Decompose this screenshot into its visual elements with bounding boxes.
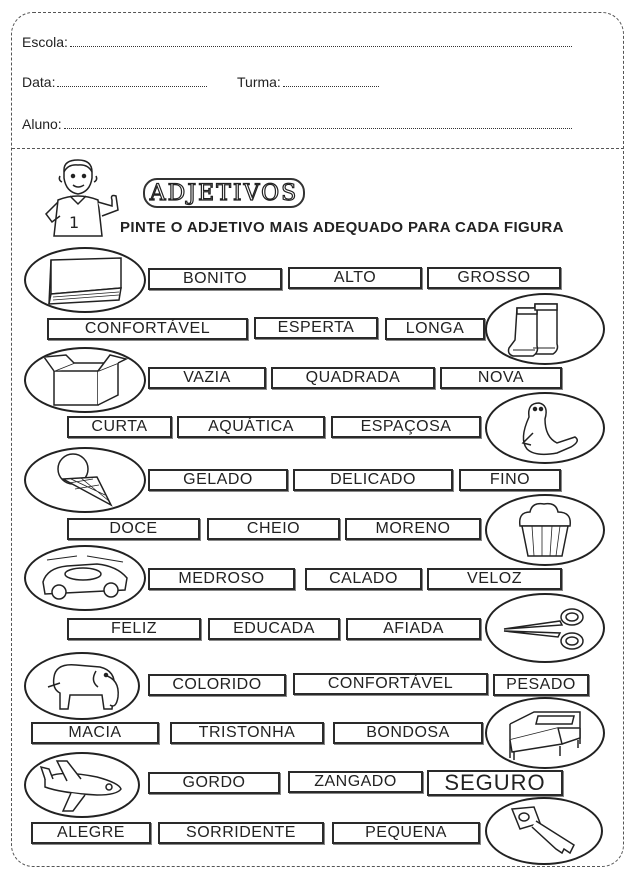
word-box-calado[interactable]: CALADO bbox=[305, 568, 422, 590]
data-line[interactable] bbox=[57, 74, 207, 87]
escola-line[interactable] bbox=[70, 34, 572, 47]
word-box-zangado[interactable]: ZANGADO bbox=[288, 771, 423, 793]
word-box-educada[interactable]: EDUCADA bbox=[208, 618, 340, 640]
word-box-bonito[interactable]: BONITO bbox=[148, 268, 282, 290]
title-box bbox=[143, 178, 305, 208]
word-box-quadrada[interactable]: QUADRADA bbox=[271, 367, 435, 389]
word-box-gordo[interactable]: GORDO bbox=[148, 772, 280, 794]
picture-key bbox=[485, 797, 603, 865]
key-icon bbox=[506, 803, 582, 859]
aluno-line[interactable] bbox=[64, 116, 572, 129]
race-car-icon bbox=[37, 552, 133, 604]
word-box-afiada[interactable]: AFIADA bbox=[346, 618, 481, 640]
picture-scissors bbox=[485, 593, 605, 663]
data-label: Data: bbox=[22, 74, 56, 90]
word-box-gelado[interactable]: GELADO bbox=[148, 469, 288, 491]
turma-label: Turma: bbox=[237, 74, 281, 90]
word-box-longa[interactable]: LONGA bbox=[385, 318, 485, 340]
picture-airplane bbox=[24, 752, 140, 818]
word-box-delicado[interactable]: DELICADO bbox=[293, 469, 453, 491]
word-box-doce[interactable]: DOCE bbox=[67, 518, 200, 540]
word-box-confortavel-2[interactable]: CONFORTÁVEL bbox=[293, 673, 488, 695]
word-box-feliz[interactable]: FELIZ bbox=[67, 618, 201, 640]
aluno-field[interactable] bbox=[22, 116, 572, 132]
boy-mascot-icon bbox=[38, 156, 122, 238]
word-box-tristonha[interactable]: TRISTONHA bbox=[170, 722, 324, 744]
word-box-nova[interactable]: NOVA bbox=[440, 367, 562, 389]
data-field[interactable] bbox=[22, 74, 207, 90]
word-box-curta[interactable]: CURTA bbox=[67, 416, 172, 438]
word-box-aquatica[interactable]: AQUÁTICA bbox=[177, 416, 325, 438]
word-box-seguro[interactable]: SEGURO bbox=[427, 770, 563, 796]
word-box-fino[interactable]: FINO bbox=[459, 469, 561, 491]
word-box-bondosa[interactable]: BONDOSA bbox=[333, 722, 483, 744]
word-box-sorridente[interactable]: SORRIDENTE bbox=[158, 822, 324, 844]
cupcake-icon bbox=[510, 500, 580, 560]
escola-label: Escola: bbox=[22, 34, 68, 50]
word-box-grosso[interactable]: GROSSO bbox=[427, 267, 561, 289]
boots-icon bbox=[505, 298, 585, 360]
box-icon bbox=[40, 351, 130, 409]
word-box-medroso[interactable]: MEDROSO bbox=[148, 568, 295, 590]
word-box-alegre[interactable]: ALEGRE bbox=[31, 822, 151, 844]
picture-bed bbox=[485, 697, 605, 769]
word-box-moreno[interactable]: MORENO bbox=[345, 518, 481, 540]
airplane-icon bbox=[37, 757, 127, 813]
header-separator bbox=[12, 148, 624, 149]
bed-icon bbox=[502, 704, 588, 762]
book-icon bbox=[43, 254, 127, 306]
word-box-macia[interactable]: MACIA bbox=[31, 722, 159, 744]
picture-race-car bbox=[24, 545, 146, 611]
escola-field[interactable] bbox=[22, 34, 572, 50]
ice-cream-icon bbox=[45, 451, 125, 509]
scissors-icon bbox=[500, 603, 590, 653]
word-box-cheio[interactable]: CHEIO bbox=[207, 518, 340, 540]
picture-ice-cream bbox=[24, 447, 146, 513]
word-box-esperta[interactable]: ESPERTA bbox=[254, 317, 378, 339]
picture-seal bbox=[485, 392, 605, 464]
seal-icon bbox=[505, 397, 585, 459]
word-box-colorido[interactable]: COLORIDO bbox=[148, 674, 286, 696]
word-box-pequena[interactable]: PEQUENA bbox=[332, 822, 480, 844]
picture-book bbox=[24, 247, 146, 313]
word-box-confortavel[interactable]: CONFORTÁVEL bbox=[47, 318, 248, 340]
word-box-veloz[interactable]: VELOZ bbox=[427, 568, 562, 590]
turma-field[interactable] bbox=[237, 74, 379, 90]
page-title: ADJETIVOS bbox=[149, 180, 299, 206]
picture-boots bbox=[485, 293, 605, 365]
word-box-pesado[interactable]: PESADO bbox=[493, 674, 589, 696]
elephant-icon bbox=[40, 657, 124, 715]
aluno-label: Aluno: bbox=[22, 116, 62, 132]
picture-cupcake bbox=[485, 494, 605, 566]
instruction: PINTE O ADJETIVO MAIS ADEQUADO PARA CADA FIGURA bbox=[120, 219, 564, 236]
turma-line[interactable] bbox=[283, 74, 379, 87]
picture-elephant bbox=[24, 652, 140, 720]
word-box-alto[interactable]: ALTO bbox=[288, 267, 422, 289]
word-box-vazia[interactable]: VAZIA bbox=[148, 367, 266, 389]
picture-box bbox=[24, 347, 146, 413]
word-box-espacosa[interactable]: ESPAÇOSA bbox=[331, 416, 481, 438]
svg-text:1: 1 bbox=[69, 213, 80, 232]
